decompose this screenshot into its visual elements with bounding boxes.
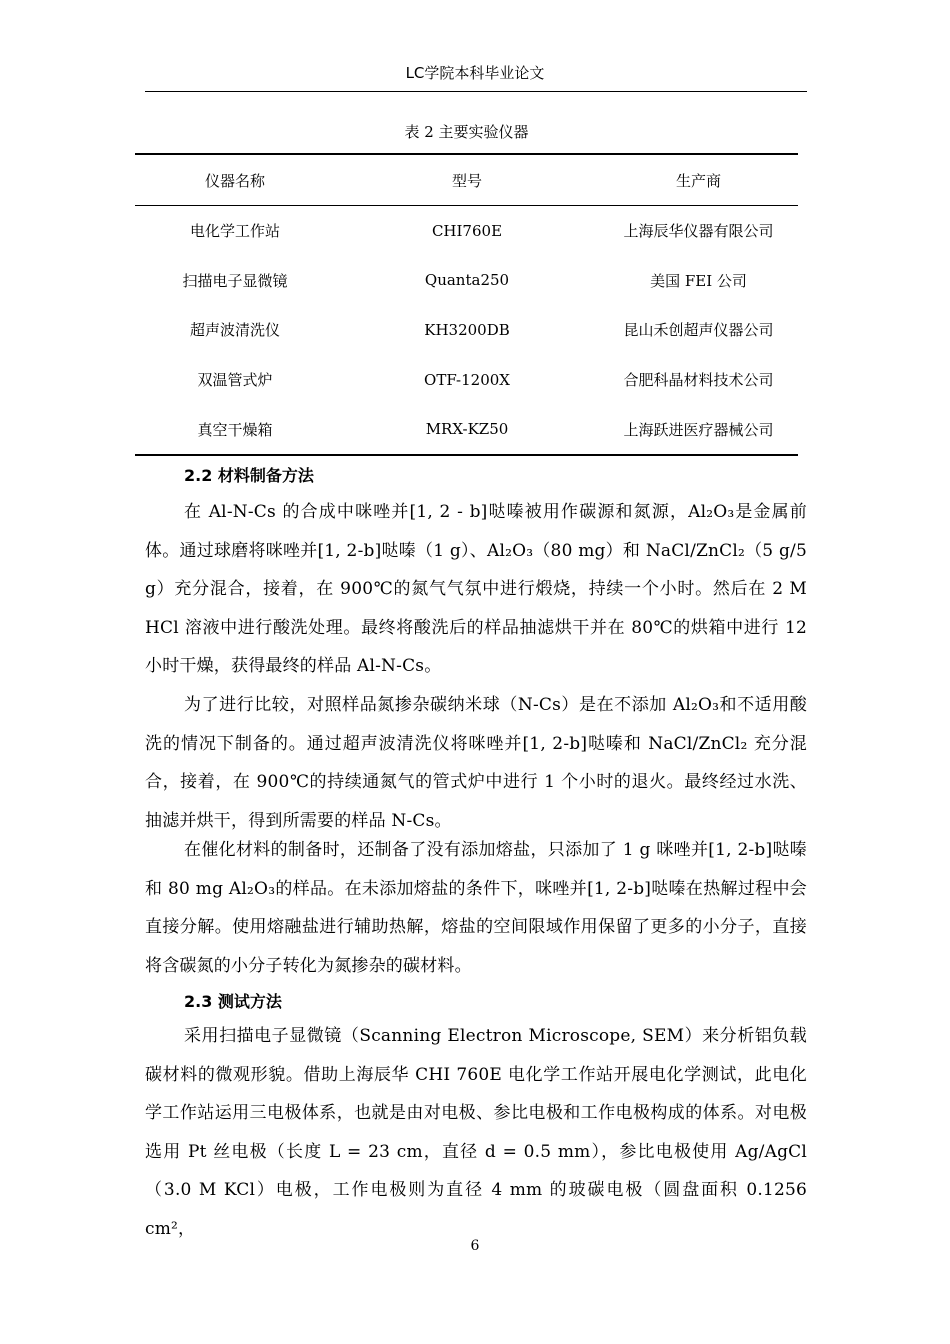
table-cell: Quanta250 [424, 271, 510, 290]
paragraph-molten-salt: 在催化材料的制备时，还制备了没有添加熔盐，只添加了 1 g 咪唑并[1, 2-b]哒嗪和 80 mg Al₂O₃的样品。在未添加熔盐的条件下，咪唑并[1, 2-b]哒嗪在热解过程中会直接分解。使用熔融盐进行辅助热解，熔盐的空间限域作用保留了更多的小分子，直接将含碳氮的小分子转化为氮掺杂的碳材料。 [145, 840, 807, 976]
table-bottom-rule [135, 454, 798, 456]
table-cell: 昆山禾创超声仪器公司 [623, 321, 774, 340]
column-header: 型号 [451, 171, 482, 190]
table-row [135, 256, 798, 306]
table-cell: 美国 FEI 公司 [650, 271, 747, 290]
running-header: LC学院本科毕业论文 [405, 64, 545, 82]
paragraph-test-method: 采用扫描电子显微镜（Scanning Electron Microscope, SEM）来分析铝负载碳材料的微观形貌。借助上海辰华 CHI 760E 电化学工作站开展电化学测试，此电化学工作站运用三电极体系，也就是由对电极、参比电极和工作电极构成的体系。对电极选用 Pt 丝电极（长度 L = 23 cm，直径 d = 0.5 mm），参比电极使用 Ag/AgCl（3.0 M KCl）电极，工作电极则为直径 4 mm 的玻碳电极（圆盘面积 0.1256 cm²， [145, 1026, 807, 1239]
table-cell: 合肥科晶材料技术公司 [623, 371, 774, 390]
column-header: 仪器名称 [204, 171, 265, 190]
table-cell: CHI760E [431, 221, 503, 240]
table-cell: 超声波清洗仪 [189, 321, 280, 340]
table-cell: 双温管式炉 [197, 371, 273, 390]
section-heading-2-2: 2.2 材料制备方法 [184, 466, 314, 485]
table-cell: 真空干燥箱 [197, 420, 273, 439]
page-number: 6 [470, 1238, 480, 1254]
table-row [135, 355, 798, 405]
table-cell: 上海跃进医疗器械公司 [623, 420, 774, 439]
table-cell: MRX-KZ50 [425, 420, 509, 439]
table-row [135, 305, 798, 355]
table-caption: 表 2 主要实验仪器 [404, 123, 529, 141]
paragraph-comparison: 为了进行比较，对照样品氮掺杂碳纳米球（N-Cs）是在不添加 Al₂O₃和不适用酸洗的情况下制备的。通过超声波清洗仪将咪唑并[1, 2-b]哒嗪和 NaCl/ZnCl₂ 充分混合，接着，在 900℃的持续通氮气的管式炉中进行 1 个小时的退火。最终经过水洗、抽滤并烘干，得到所需要的样品 N-Cs。 [145, 695, 807, 831]
column-header: 生产商 [675, 171, 721, 190]
table-row [135, 206, 798, 256]
table-cell: KH3200DB [424, 320, 510, 339]
table-header-row [135, 155, 798, 205]
table-row [135, 404, 798, 454]
table-cell: OTF-1200X [424, 370, 510, 389]
paragraph-synthesis: 在 Al-N-Cs 的合成中咪唑并[1, 2 - b]哒嗪被用作碳源和氮源，Al₂O₃是金属前体。通过球磨将咪唑并[1, 2-b]哒嗪（1 g）、Al₂O₃（80 mg）和 NaCl/ZnCl₂（5 g/5 g）充分混合，接着，在 900℃的氮气气氛中进行煅烧，持续一个小时。然后在 2 M HCl 溶液中进行酸洗处理。最终将酸洗后的样品抽滤烘干并在 80℃的烘箱中进行 12 小时干燥，获得最终的样品 Al-N-Cs。 [145, 502, 807, 676]
section-heading-2-3: 2.3 测试方法 [184, 992, 282, 1011]
table-cell: 扫描电子显微镜 [182, 271, 288, 290]
table-cell: 电化学工作站 [189, 222, 280, 241]
table-cell: 上海辰华仪器有限公司 [623, 222, 774, 241]
instrument-table [135, 153, 798, 456]
header-rule [145, 91, 807, 92]
